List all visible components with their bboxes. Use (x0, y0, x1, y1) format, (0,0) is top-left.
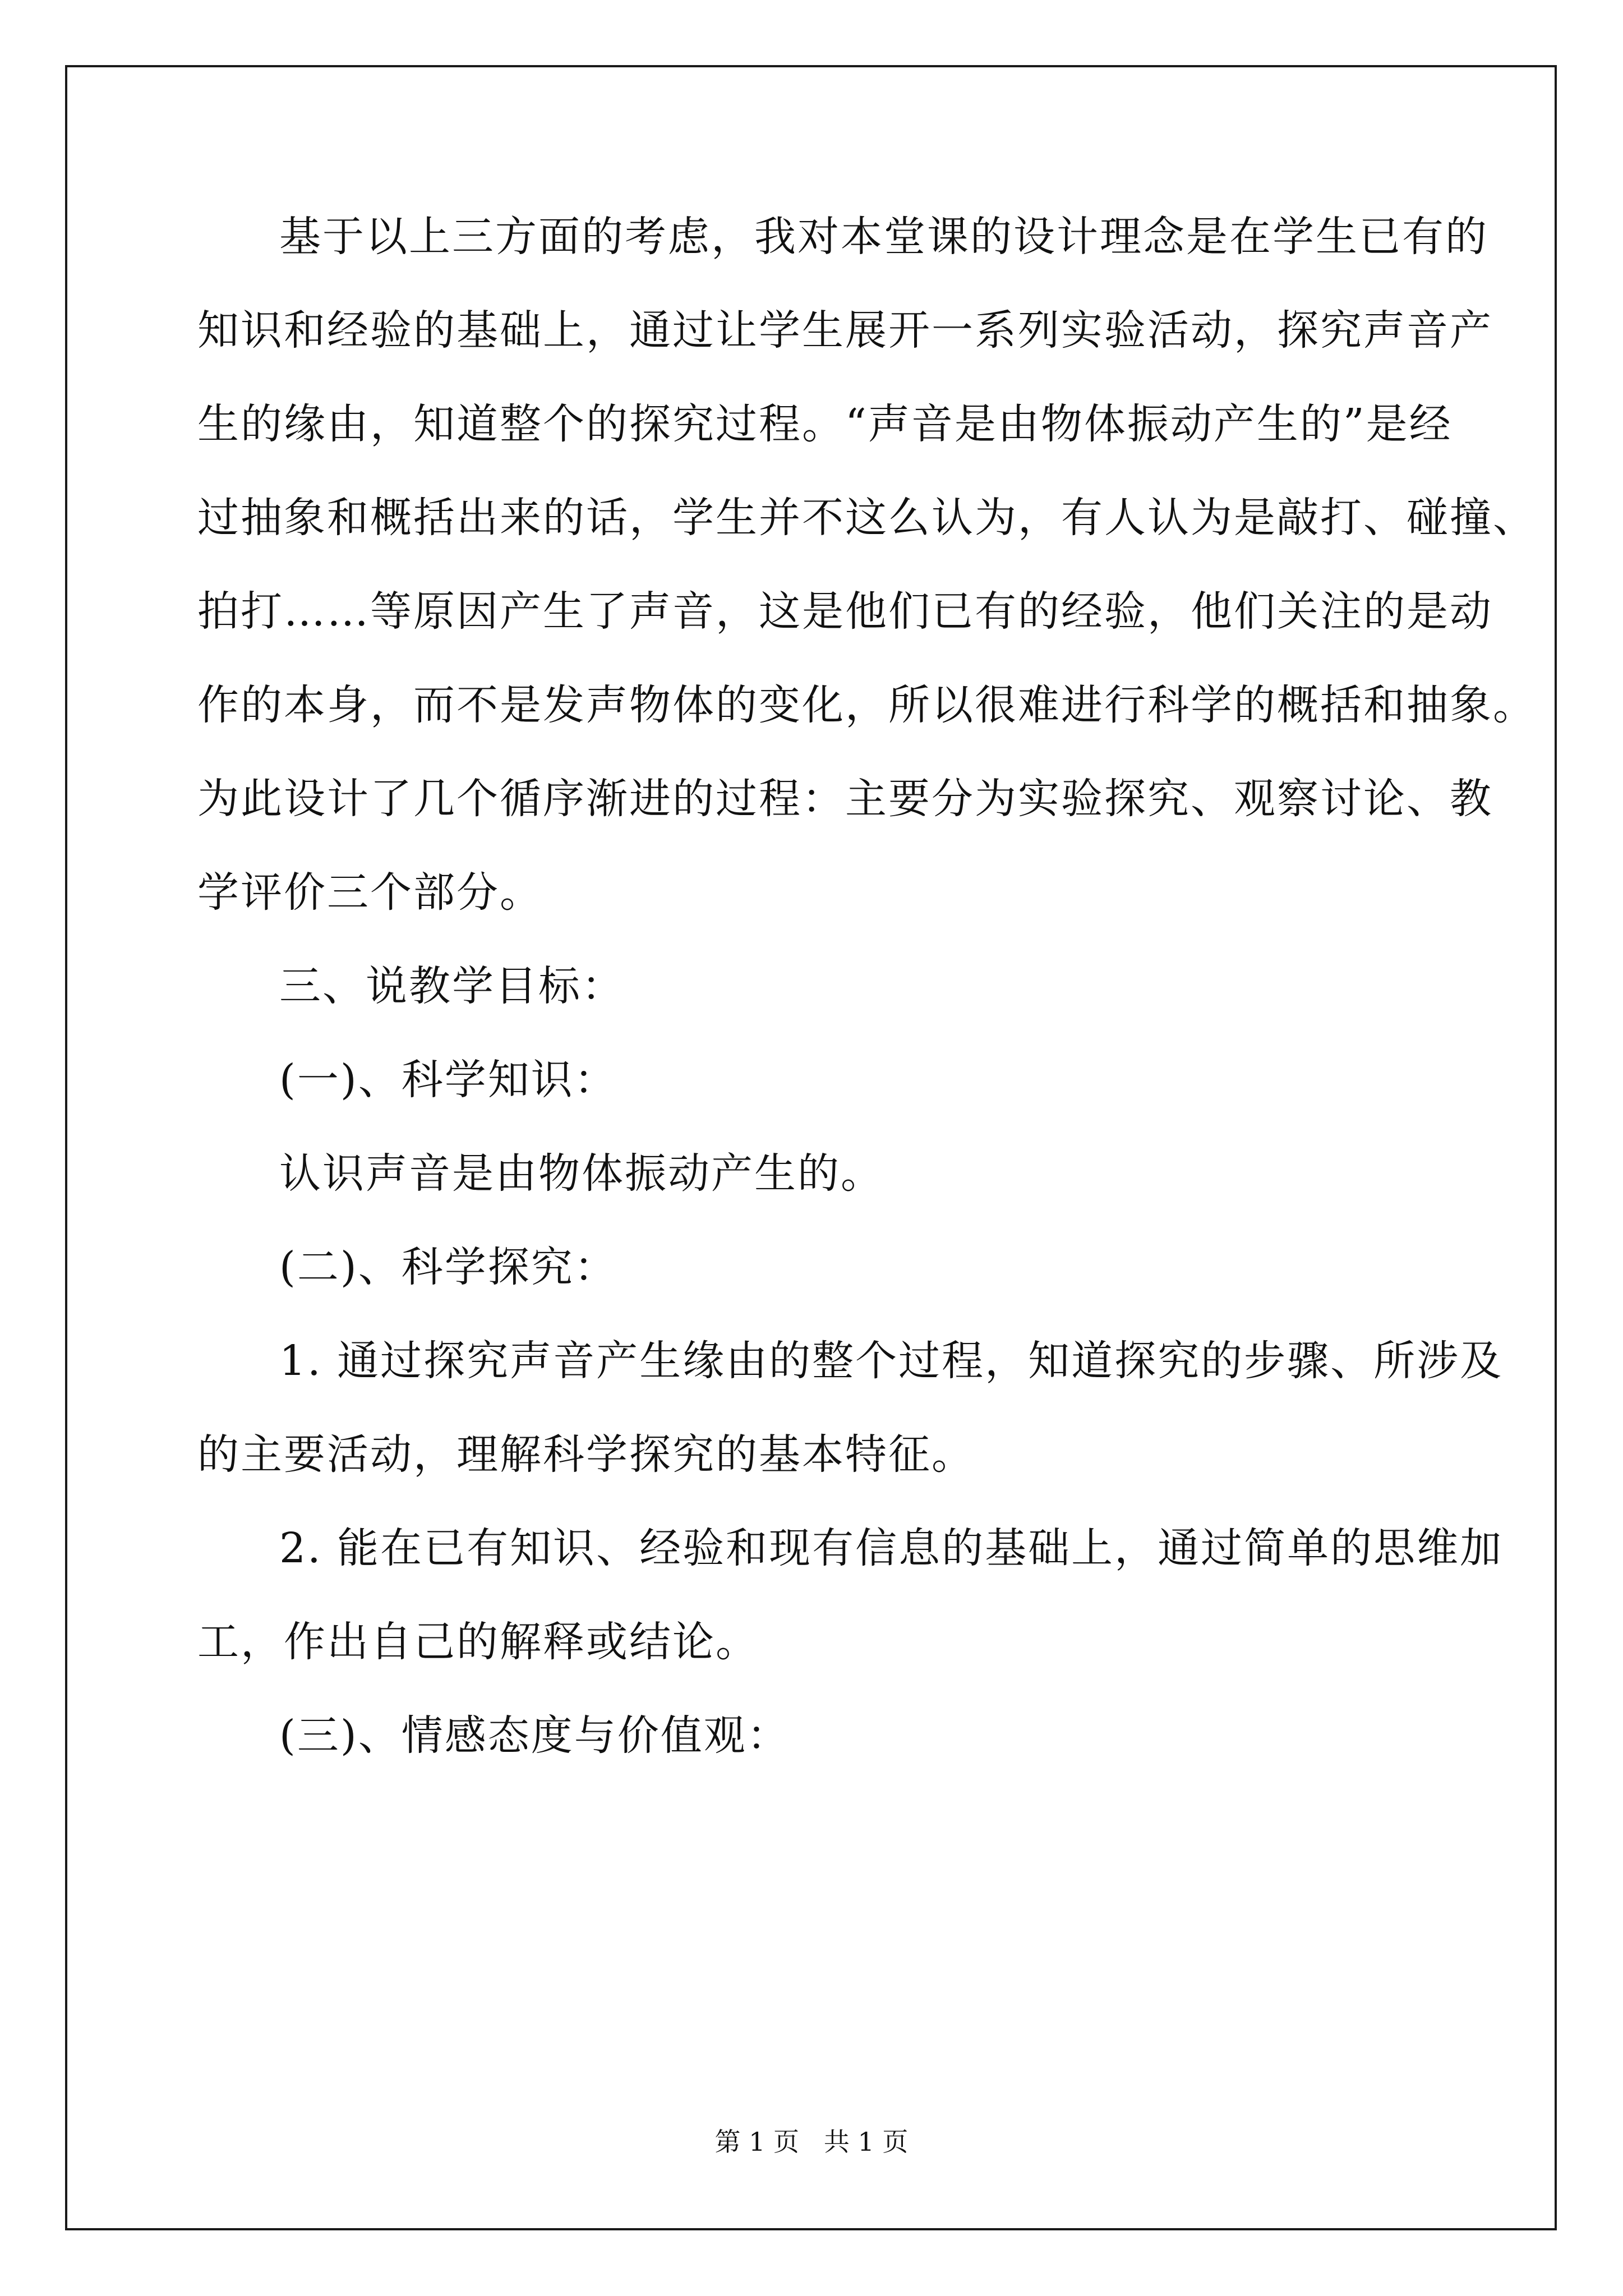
page-number-footer: 第 1 页 共 1 页 (714, 2127, 909, 2157)
subsection-heading: (三)、情感态度与价值观： (279, 1711, 790, 1760)
subsection-heading: (一)、科学知识： (279, 1056, 617, 1104)
paragraph-line: 认识声音是由物体振动产生的。 (279, 1149, 884, 1198)
paragraph-line: 知识和经验的基础上，通过让学生展开一系列实验活动，探究声音产 (197, 306, 1493, 355)
paragraph-line: 学评价三个部分。 (197, 868, 543, 917)
section-heading: 三、说教学目标： (279, 962, 625, 1010)
paragraph-line: 基于以上三方面的考虑，我对本堂课的设计理念是在学生已有的 (279, 213, 1488, 261)
list-item-continuation: 工，作出自己的解释或结论。 (197, 1618, 759, 1666)
paragraph-line: 作的本身，而不是发声物体的变化，所以很难进行科学的概括和抽象。 (197, 681, 1536, 729)
paragraph-line: 拍打……等原因产生了声音，这是他们已有的经验，他们关注的是动 (197, 587, 1493, 636)
list-item: 1. 通过探究声音产生缘由的整个过程，知道探究的步骤、所涉及 (279, 1337, 1504, 1385)
list-item-continuation: 的主要活动，理解科学探究的基本特征。 (197, 1430, 975, 1479)
paragraph-line: 为此设计了几个循序渐进的过程：主要分为实验探究、观察讨论、教 (197, 775, 1493, 823)
paragraph-line: 生的缘由，知道整个的探究过程。“声音是由物体振动产生的”是经 (197, 400, 1453, 448)
subsection-heading: (二)、科学探究： (279, 1243, 617, 1291)
paragraph-line: 过抽象和概括出来的话，学生并不这么认为，有人认为是敲打、碰撞、 (197, 494, 1536, 542)
list-item: 2. 能在已有知识、经验和现有信息的基础上，通过简单的思维加 (279, 1524, 1504, 1572)
